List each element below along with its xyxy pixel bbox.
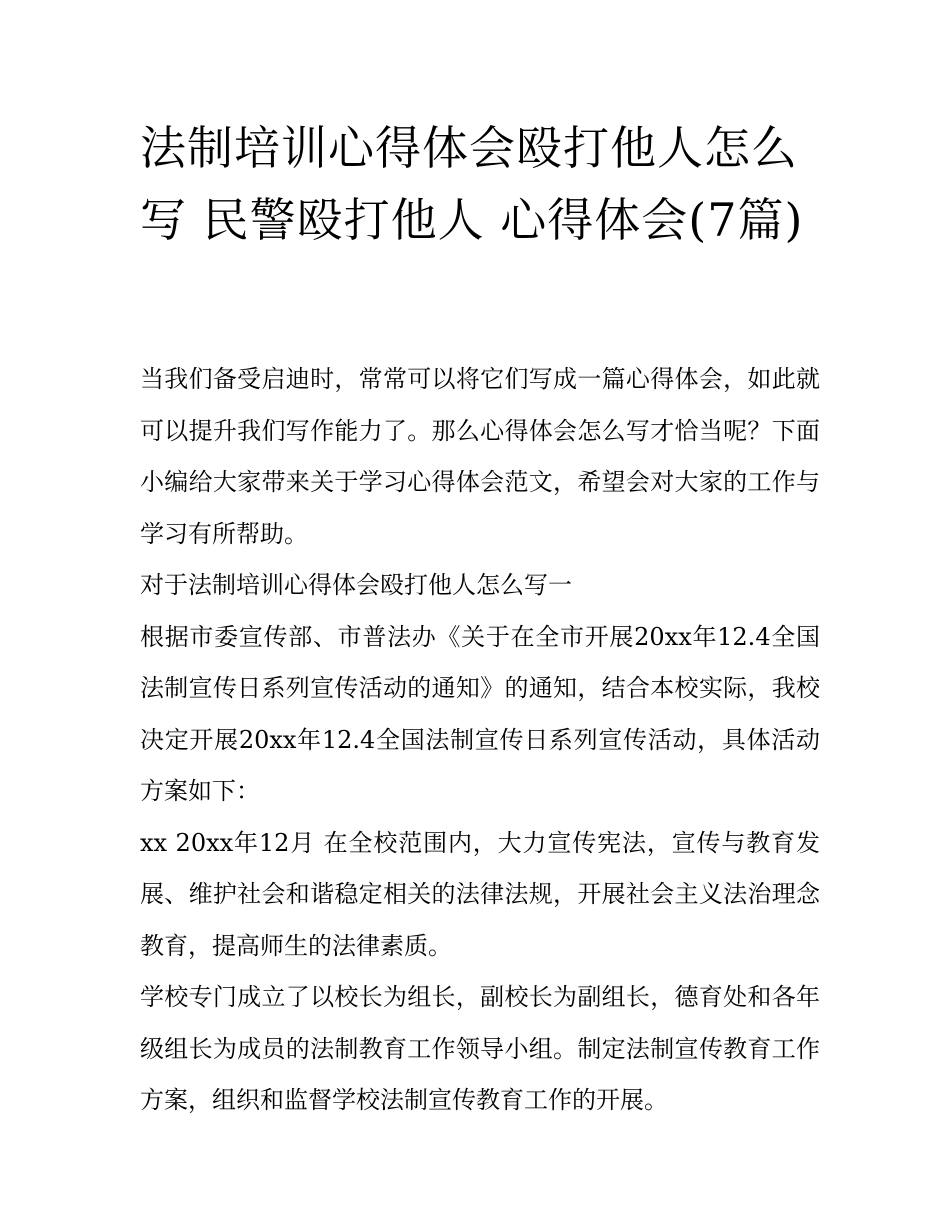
intro-paragraph: 当我们备受启迪时，常常可以将它们写成一篇心得体会，如此就可以提升我们写作能力了。那么心得体会怎么写才恰当呢？下面小编给大家带来关于学习心得体会范文，希望会对大家的工作与学习有所帮助。 — [140, 365, 820, 548]
body-paragraph: 根据市委宣传部、市普法办《关于在全市开展20xx年12.4全国法制宣传日系列宣传活动的通知》的通知，结合本校实际，我校决定开展20xx年12.4全国法制宣传日系列宣传活动，具体活动方案如下： — [140, 622, 820, 805]
document-body — [140, 354, 820, 1127]
document-title: 法制培训心得体会殴打他人怎么写 民警殴打他人 心得体会(7篇) — [140, 121, 804, 247]
body-paragraph: xx 20xx年12月 在全校范围内，大力宣传宪法，宣传与教育发展、维护社会和谐稳定相关的法律法规，开展社会主义法治理念教育，提高师生的法律素质。 — [140, 828, 820, 960]
section-heading: 对于法制培训心得体会殴打他人怎么写一 — [140, 571, 572, 599]
body-paragraph: 学校专门成立了以校长为组长，副校长为副组长，德育处和各年级组长为成员的法制教育工作领导小组。制定法制宣传教育工作方案，组织和监督学校法制宣传教育工作的开展。 — [140, 983, 820, 1114]
